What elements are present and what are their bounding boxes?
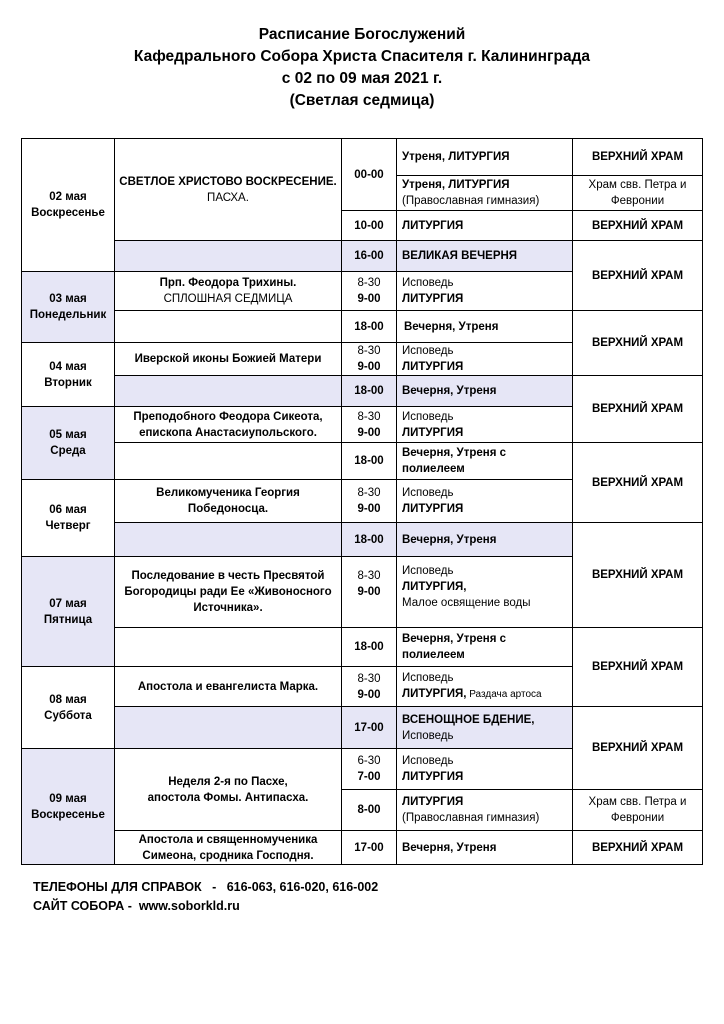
day-date: 03 мая xyxy=(49,293,87,305)
service-cell xyxy=(396,210,573,241)
place-cell xyxy=(572,310,703,376)
feast-cell-09 xyxy=(114,748,342,831)
day-weekday: Вторник xyxy=(44,376,92,389)
time-cell xyxy=(341,375,397,407)
time-value: 8-30 xyxy=(357,345,381,357)
service-text: Исповедь xyxy=(402,672,454,684)
day-cell-03 xyxy=(21,271,115,343)
feast-cell-empty xyxy=(114,240,342,272)
feast-cell-05 xyxy=(114,406,342,443)
footer-phones: ТЕЛЕФОНЫ ДЛЯ СПРАВОК - 616-063, 616-020, 616-002 xyxy=(33,880,379,894)
place-text: ВЕРХНИЙ ХРАМ xyxy=(591,841,684,854)
service-text: ВСЕНОЩНОЕ БДЕНИЕ, xyxy=(402,713,535,726)
feast-text: апостола Фомы. Антипасха. xyxy=(147,791,309,804)
time-cell xyxy=(341,310,397,343)
feast-cell-empty xyxy=(114,442,342,480)
place-text: ВЕРХНИЙ ХРАМ xyxy=(591,151,684,163)
time-value: 9-00 xyxy=(357,361,381,373)
feast-text: Последование в честь Пресвятой xyxy=(131,570,325,582)
feast-cell-empty xyxy=(114,706,342,749)
service-cell xyxy=(396,748,573,790)
feast-cell-empty xyxy=(114,522,342,557)
day-date: 08 мая xyxy=(49,693,87,706)
time-cell xyxy=(341,748,397,790)
day-cell-05 xyxy=(21,406,115,480)
day-cell-06 xyxy=(21,479,115,557)
time-value: 8-30 xyxy=(357,277,381,289)
feast-text: Иверской иконы Божией Матери xyxy=(134,353,322,365)
day-weekday: Пятница xyxy=(43,613,93,626)
place-cell xyxy=(572,240,703,311)
day-cell-04 xyxy=(21,342,115,407)
service-text: Исповедь xyxy=(402,565,454,577)
feast-cell-06 xyxy=(114,479,342,523)
service-text: Исповедь xyxy=(402,487,454,499)
feast-text: Прп. Феодора Трихины. xyxy=(159,277,297,289)
time-cell xyxy=(341,210,397,241)
time-value: 18-00 xyxy=(354,320,384,333)
place-text: ВЕРХНИЙ ХРАМ xyxy=(591,337,684,349)
service-text: полиелеем xyxy=(402,649,465,661)
service-text: ЛИТУРГИЯ, xyxy=(402,688,467,700)
footer-site[interactable]: САЙТ СОБОРА - www.soborkld.ru xyxy=(33,899,240,913)
time-value: 18-00 xyxy=(354,455,384,467)
day-date: 05 мая xyxy=(49,429,87,441)
service-cell xyxy=(396,310,573,343)
service-text: Исповедь xyxy=(402,755,454,767)
place-text: ВЕРХНИЙ ХРАМ xyxy=(591,219,684,232)
time-value: 9-00 xyxy=(357,586,381,598)
feast-text: Источника». xyxy=(193,602,263,614)
time-cell xyxy=(341,240,397,272)
service-cell xyxy=(396,406,573,443)
place-cell xyxy=(572,706,703,790)
time-cell xyxy=(341,271,397,311)
feast-cell-07 xyxy=(114,556,342,628)
feast-text: СПЛОШНАЯ СЕДМИЦА xyxy=(163,293,293,305)
day-cell-09 xyxy=(21,748,115,865)
place-text: Февронии xyxy=(610,195,665,207)
day-date: 06 мая xyxy=(49,504,87,516)
service-text: Вечерня, Утреня xyxy=(404,320,499,333)
service-text: полиелеем xyxy=(402,463,465,475)
service-text: Утреня, ЛИТУРГИЯ xyxy=(402,151,510,163)
time-cell xyxy=(341,556,397,628)
service-cell xyxy=(396,175,573,211)
service-cell xyxy=(396,138,573,176)
service-note: (Православная гимназия) xyxy=(402,812,540,824)
service-cell xyxy=(396,706,573,749)
service-cell xyxy=(396,442,573,480)
feast-text: Неделя 2-я по Пасхе, xyxy=(168,775,288,788)
service-text: ЛИТУРГИЯ xyxy=(402,426,464,439)
service-cell xyxy=(396,375,573,407)
service-cell xyxy=(396,240,573,272)
service-text: ЛИТУРГИЯ xyxy=(402,771,464,783)
place-cell xyxy=(572,375,703,443)
service-cell xyxy=(396,271,573,311)
place-text: Храм свв. Петра и xyxy=(588,179,687,191)
service-cell xyxy=(396,342,573,376)
service-text: Вечерня, Утреня xyxy=(402,385,497,397)
place-text: Февронии xyxy=(610,812,665,824)
day-date: 07 мая xyxy=(49,597,87,610)
page-title-dates: с 02 по 09 мая 2021 г. xyxy=(281,70,443,87)
time-cell xyxy=(341,406,397,443)
place-cell xyxy=(572,789,703,831)
time-value: 9-00 xyxy=(357,426,381,439)
time-value: 9-00 xyxy=(357,503,381,515)
time-cell xyxy=(341,479,397,523)
service-cell xyxy=(396,830,573,865)
feast-cell-03 xyxy=(114,271,342,311)
service-text: Вечерня, Утреня с xyxy=(402,447,507,459)
feast-text: Апостола и евангелиста Марка. xyxy=(137,680,319,693)
feast-text: епископа Анастасиупольского. xyxy=(139,426,317,439)
time-value: 6-30 xyxy=(357,755,381,767)
place-cell xyxy=(572,442,703,523)
service-text: Вечерня, Утреня xyxy=(402,841,497,854)
feast-cell-empty xyxy=(114,627,342,667)
time-cell xyxy=(341,138,397,211)
time-value: 18-00 xyxy=(354,385,384,397)
service-text: Исповедь xyxy=(402,345,454,357)
place-cell xyxy=(572,830,703,865)
time-value: 7-00 xyxy=(357,771,381,783)
service-text: ЛИТУРГИЯ xyxy=(402,796,464,808)
feast-text: Симеона, сродника Господня. xyxy=(142,849,314,862)
feast-cell-empty xyxy=(114,310,342,343)
time-cell xyxy=(341,830,397,865)
service-cell xyxy=(396,666,573,707)
day-date: 04 мая xyxy=(49,360,87,373)
service-text: Исповедь xyxy=(402,410,454,423)
feast-cell-empty xyxy=(114,375,342,407)
time-cell xyxy=(341,706,397,749)
time-cell xyxy=(341,342,397,376)
service-text: Вечерня, Утреня xyxy=(402,533,497,546)
place-text: ВЕРХНИЙ ХРАМ xyxy=(591,269,684,282)
feast-cell-09b xyxy=(114,830,342,865)
time-value: 9-00 xyxy=(357,293,381,305)
day-cell-08 xyxy=(21,666,115,749)
day-cell-07 xyxy=(21,556,115,667)
place-cell xyxy=(572,627,703,707)
time-value: 8-30 xyxy=(357,672,381,685)
page-title-week: (Светлая седмица) xyxy=(289,92,435,109)
place-text: ВЕРХНИЙ ХРАМ xyxy=(591,661,684,673)
service-text: Исповедь xyxy=(402,277,454,289)
day-cell-02 xyxy=(21,138,115,272)
time-cell xyxy=(341,442,397,480)
feast-text: ПАСХА. xyxy=(207,191,249,204)
day-weekday: Четверг xyxy=(45,520,91,532)
time-value: 16-00 xyxy=(354,250,384,262)
time-value: 18-00 xyxy=(354,533,384,546)
service-note: (Православная гимназия) xyxy=(402,195,540,207)
day-weekday: Воскресенье xyxy=(31,207,105,219)
time-value: 18-00 xyxy=(354,641,384,653)
place-cell xyxy=(572,175,703,211)
place-text: ВЕРХНИЙ ХРАМ xyxy=(591,569,684,581)
service-cell xyxy=(396,627,573,667)
service-cell xyxy=(396,789,573,831)
service-text: ЛИТУРГИЯ xyxy=(402,503,464,515)
time-cell xyxy=(341,666,397,707)
service-cell xyxy=(396,522,573,557)
time-value: 8-30 xyxy=(357,570,381,582)
time-value: 8-00 xyxy=(357,804,381,816)
time-value: 17-00 xyxy=(354,721,384,734)
day-weekday: Понедельник xyxy=(29,309,107,321)
time-value: 10-00 xyxy=(354,219,384,232)
page-title-line1: Расписание Богослужений xyxy=(258,26,466,43)
service-text: ЛИТУРГИЯ xyxy=(402,293,464,305)
feast-cell-08 xyxy=(114,666,342,707)
time-cell xyxy=(341,522,397,557)
day-weekday: Среда xyxy=(50,445,86,457)
time-value: 8-30 xyxy=(357,410,381,423)
feast-text: Победоносца. xyxy=(187,503,269,515)
service-text: Малое освящение воды xyxy=(402,597,531,609)
time-value: 8-30 xyxy=(357,487,381,499)
time-cell xyxy=(341,627,397,667)
feast-text: СВЕТЛОЕ ХРИСТОВО ВОСКРЕСЕНИЕ. xyxy=(119,175,337,188)
place-text: Храм свв. Петра и xyxy=(588,796,687,808)
feast-text: Великомученика Георгия xyxy=(156,487,300,499)
service-text: Вечерня, Утреня с xyxy=(402,633,507,645)
feast-cell-04 xyxy=(114,342,342,376)
place-text: ВЕРХНИЙ ХРАМ xyxy=(591,403,684,415)
service-text: Утреня, ЛИТУРГИЯ xyxy=(402,179,510,191)
place-text: ВЕРХНИЙ ХРАМ xyxy=(591,742,684,754)
day-date: 09 мая xyxy=(49,792,87,805)
service-text: Исповедь xyxy=(402,729,454,742)
service-cell xyxy=(396,479,573,523)
page-title-line2: Кафедрального Собора Христа Спасителя г. Калининграда xyxy=(133,48,591,65)
feast-text: Апостола и священномученика xyxy=(138,833,318,846)
service-text: ВЕЛИКАЯ ВЕЧЕРНЯ xyxy=(402,250,518,262)
place-cell xyxy=(572,210,703,241)
time-value: 9-00 xyxy=(357,688,381,701)
feast-text: Богородицы ради Ее «Живоносного xyxy=(124,586,332,598)
time-value: 17-00 xyxy=(354,841,384,854)
day-weekday: Воскресенье xyxy=(31,808,105,821)
feast-text: Преподобного Феодора Сикеота, xyxy=(133,410,323,423)
service-text: ЛИТУРГИЯ, xyxy=(402,581,467,593)
place-cell xyxy=(572,522,703,628)
day-weekday: Суббота xyxy=(44,709,92,722)
place-cell xyxy=(572,138,703,176)
place-text: ВЕРХНИЙ ХРАМ xyxy=(591,476,684,489)
service-text: ЛИТУРГИЯ xyxy=(402,219,464,232)
service-text: ЛИТУРГИЯ xyxy=(402,361,464,373)
day-date: 02 мая xyxy=(49,191,87,203)
feast-cell-02 xyxy=(114,138,342,241)
time-cell xyxy=(341,789,397,831)
time-value: 00-00 xyxy=(354,168,384,181)
service-cell xyxy=(396,556,573,628)
service-note: Раздача артоса xyxy=(466,689,542,700)
